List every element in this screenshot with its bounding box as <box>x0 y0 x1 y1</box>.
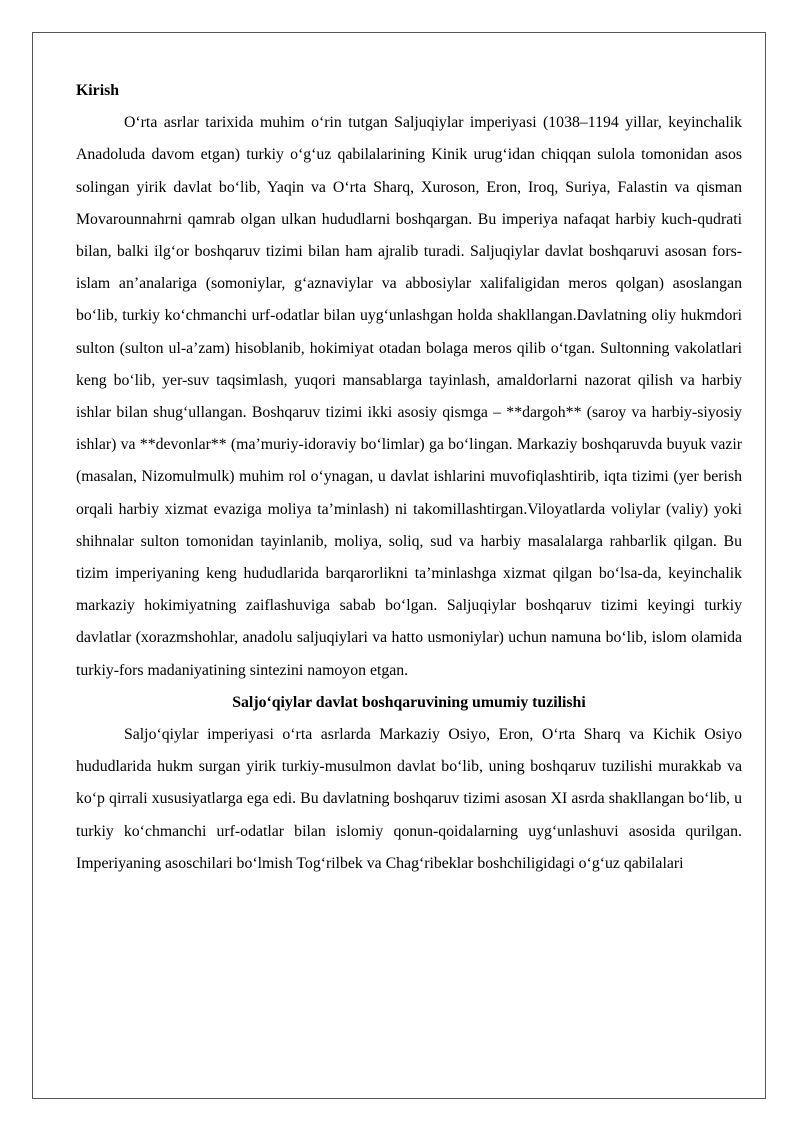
section-paragraph: Saljo‘qiylar imperiyasi o‘rta asrlarda Markaziy Osiyo, Eron, O‘rta Sharq va Kichik Osiyo hududlarida hukm surgan yirik turkiy-musulmon davlat bo‘lib, uning boshqaruv tuzilishi murakkab va ko‘p qirrali xususiyatlarga ega edi. Bu davlatning boshqaruv tizimi asosan XI asrda shakllangan bo‘lib, u turkiy ko‘chmanchi urf-odatlar bilan islomiy qonun-qoidalarning uyg‘unlashuvi asosida qurilgan. Imperiyaning asoschilari bo‘lmish Tog‘rilbek va Chag‘ribeklar boshchiligidagi o‘g‘uz qabilalari <box>76 726 742 872</box>
intro-heading: Kirish <box>76 82 120 99</box>
section-heading: Saljo‘qiylar davlat boshqaruvining umumiy tuzilishi <box>232 693 586 711</box>
intro-paragraph: O‘rta asrlar tarixida muhim o‘rin tutgan Saljuqiylar imperiyasi (1038–1194 yillar, keyinchalik Anadoluda davom etgan) turkiy o‘g‘uz qabilalarining Kinik urug‘idan chiqqan sulola tomonidan asos solingan yirik davlat bo‘lib, Yaqin va O‘rta Sharq, Xuroson, Eron, Iroq, Suriya, Falastin va qisman Movarounnahrni qamrab olgan ulkan hududlarni boshqargan. Bu imperiya nafaqat harbiy kuch-qudrati bilan, balki ilg‘or boshqaruv tizimi bilan ham ajralib turadi. Saljuqiylar davlat boshqaruvi asosan fors-islam an’analariga (somoniylar, g‘aznaviylar va abbosiylar xalifaligidan meros qolgan) asoslangan bo‘lib, turkiy ko‘chmanchi urf-odatlar bilan uyg‘unlashgan holda shakllangan.Davlatning oliy hukmdori sulton (sulton ul-a’zam) hisoblanib, hokimiyat otadan bolaga meros qilib o‘tgan. Sultonning vakolatlari keng bo‘lib, yer-suv taqsimlash, yuqori mansablarga tayinlash, amaldorlarni nazorat qilish va harbiy ishlar bilan shug‘ullangan. Boshqaruv tizimi ikki asosiy qismga – **dargoh** (saroy va harbiy-siyosiy ishlar) va **devonlar** (ma’muriy-idoraviy bo‘limlar) ga bo‘lingan. Markaziy boshqaruvda buyuk vazir (masalan, Nizomulmulk) muhim rol o‘ynagan, u davlat ishlarini muvofiqlashtirib, iqta tizimi (yer berish orqali harbiy xizmat evaziga moliya ta’minlash) ni takomillashtirgan.Viloyatlarda voliylar (valiy) yoki shihnalar sulton tomonidan tayinlanib, moliya, soliq, sud va harbiy masalalarga rahbarlik qilgan. Bu tizim imperiyaning keng hududlarida barqarorlikni ta’minlashga xizmat qilgan bo‘lsa-da, keyinchalik markaziy hokimiyatning zaiflashuviga sabab bo‘lgan. Saljuqiylar boshqaruv tizimi keyingi turkiy davlatlar (xorazmshohlar, anadolu saljuqiylari va hatto usmoniylar) uchun namuna bo‘lib, islom olamida turkiy-fors madaniyatining sintezini namoyon etgan. <box>76 114 742 679</box>
document-body <box>76 75 742 880</box>
